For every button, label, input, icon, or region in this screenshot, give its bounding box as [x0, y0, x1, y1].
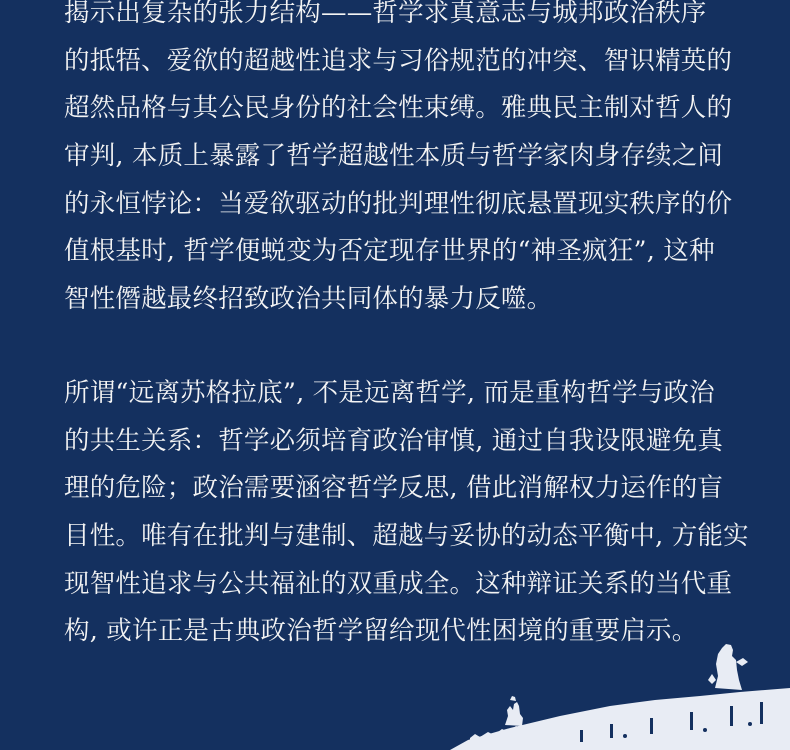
paragraph-line: 所谓“远离苏格拉底”, 不是远离哲学, 而是重构哲学与政治: [64, 378, 715, 408]
paragraph-line: 构, 或许正是古典政治哲学留给现代性困境的重要启示。: [64, 616, 698, 647]
paragraph-line: 超然品格与其公民身份的社会性束缚。雅典民主制对哲人的: [64, 93, 733, 124]
paragraph-1: [64, 0, 733, 324]
paragraph-line: 智性僭越最终招致政治共同体的暴力反噬。: [64, 284, 553, 315]
paragraph-line: 目性。唯有在批判与建制、超越与妥协的动态平衡中, 方能实: [64, 521, 749, 552]
paragraph-line: 现智性追求与公共福祉的双重成全。这种辩证关系的当代重: [64, 568, 733, 599]
paragraph-line: 理的危险；政治需要涵容哲学反思, 借此消解权力运作的盲: [64, 473, 724, 504]
paragraph-line: 揭示出复杂的张力结构——哲学求真意志与城邦政治秩序: [64, 0, 707, 28]
statue-rooftop-silhouette-icon: [450, 640, 790, 750]
paragraph-line: 审判, 本质上暴露了哲学超越性本质与哲学家肉身存续之间: [64, 141, 724, 172]
paragraph-2: [64, 370, 749, 656]
paragraph-line: 值根基时, 哲学便蜕变为否定现存世界的“神圣疯狂”, 这种: [64, 236, 715, 267]
paragraph-line: 的永恒悖论：当爱欲驱动的批判理性彻底悬置现实秩序的价: [64, 188, 733, 219]
paragraph-line: 的共生关系：哲学必须培育政治审慎, 通过自我设限避免真: [64, 425, 724, 456]
paragraph-line: 的抵牾、爱欲的超越性追求与习俗规范的冲突、智识精英的: [64, 45, 733, 76]
